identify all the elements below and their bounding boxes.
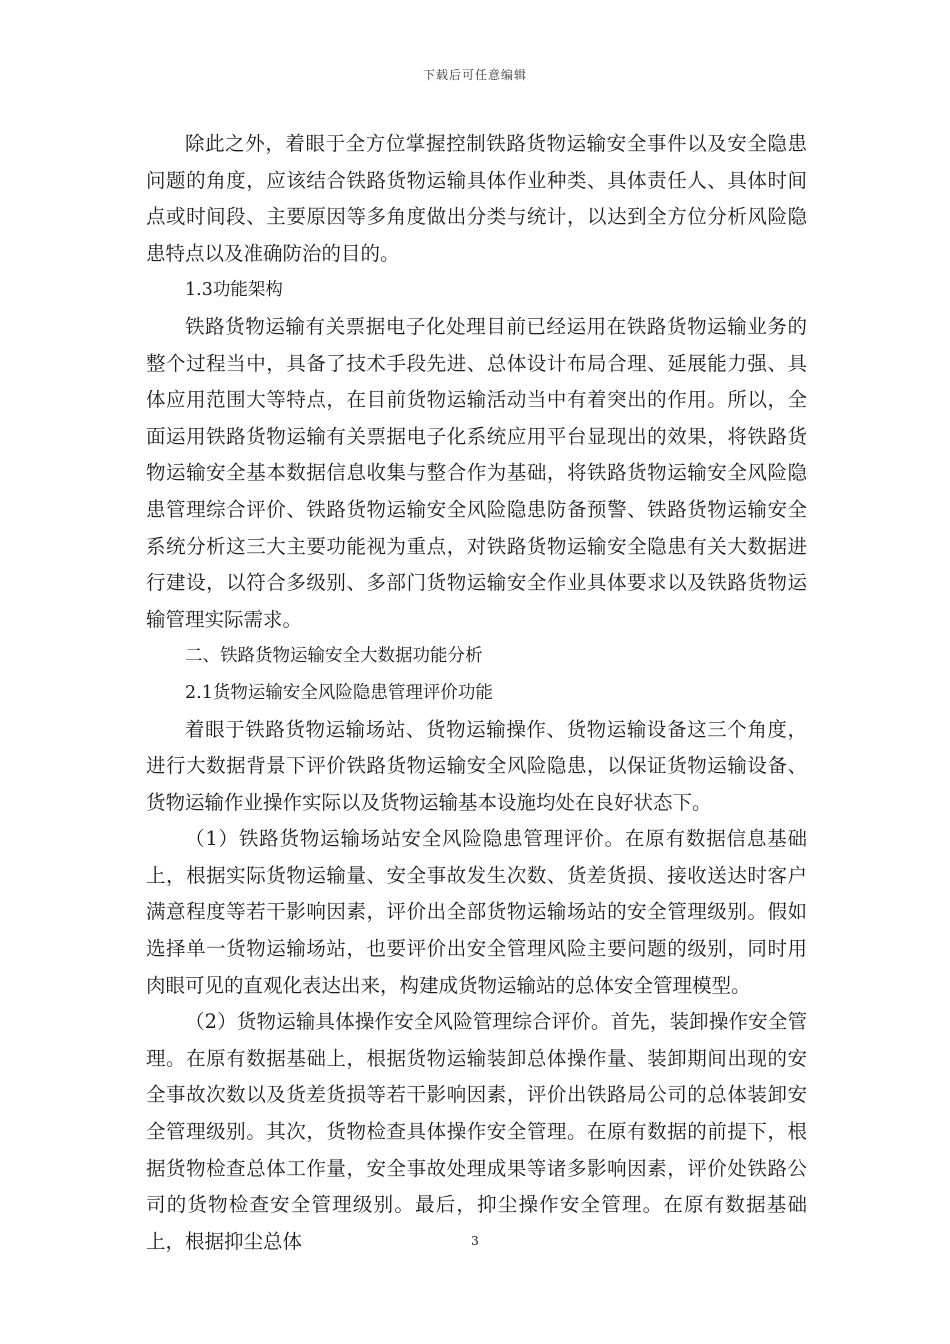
- section-heading: 二、铁路货物运输安全大数据功能分析: [185, 646, 483, 667]
- paragraph: 着眼于铁路货物运输场站、货物运输操作、货物运输设备这三个角度，进行大数据背景下评价铁路货物运输安全风险隐患，以保证货物运输设备、货物运输作业操作实际以及货物运输基本设施均处在良好状态下。: [146, 717, 807, 814]
- section-heading: 1.3功能架构: [185, 280, 283, 301]
- paragraph: （2）货物运输具体操作安全风险管理综合评价。首先，装卸操作安全管理。在原有数据基础上，根据货物运输装卸总体操作量、装卸期间出现的安全事故次数以及货差货损等若干影响因素，评价出铁路局公司的总体装卸安全管理级别。其次，货物检查具体操作安全管理。在原有数据的前提下，根据货物检查总体工作量，安全事故处理成果等诸多影响因素，评价处铁路公司的货物检查安全管理级别。最后，抑尘操作安全管理。在原有数据基础上，根据抑尘总体: [146, 1010, 807, 1253]
- subsection-heading: 2.1货物运输安全风险隐患管理评价功能: [185, 682, 493, 703]
- page-number: 3: [471, 1234, 479, 1248]
- paragraph: 除此之外，着眼于全方位掌握控制铁路货物运输安全事件以及安全隐患问题的角度，应该结合铁路货物运输具体作业种类、具体责任人、具体时间点或时间段、主要原因等多角度做出分类与统计，以达到全方位分析风险隐患特点以及准确防治的目的。: [146, 132, 807, 265]
- page-header: 下载后可任意编辑: [422, 68, 527, 82]
- page-body: [146, 126, 807, 1260]
- paragraph: 铁路货物运输有关票据电子化处理目前已经运用在铁路货物运输业务的整个过程当中，具备了技术手段先进、总体设计布局合理、延展能力强、具体应用范围大等特点，在目前货物运输活动当中有着突出的作用。所以，全面运用铁路货物运输有关票据电子化系统应用平台显现出的效果，将铁路货物运输安全基本数据信息收集与整合作为基础，将铁路货物运输安全风险隐患管理综合评价、铁路货物运输安全风险隐患防备预警、铁路货物运输安全系统分析这三大主要功能视为重点，对铁路货物运输安全隐患有关大数据进行建设，以符合多级别、多部门货物运输安全作业具体要求以及铁路货物运输管理实际需求。: [146, 314, 807, 631]
- paragraph: （1）铁路货物运输场站安全风险隐患管理评价。在原有数据信息基础上，根据实际货物运输量、安全事故发生次数、货差货损、接收送达时客户满意程度等若干影响因素，评价出全部货物运输场站的安全管理级别。假如选择单一货物运输场站，也要评价出安全管理风险主要问题的级别，同时用肉眼可见的直观化表达出来，构建成货物运输站的总体安全管理模型。: [146, 827, 807, 997]
